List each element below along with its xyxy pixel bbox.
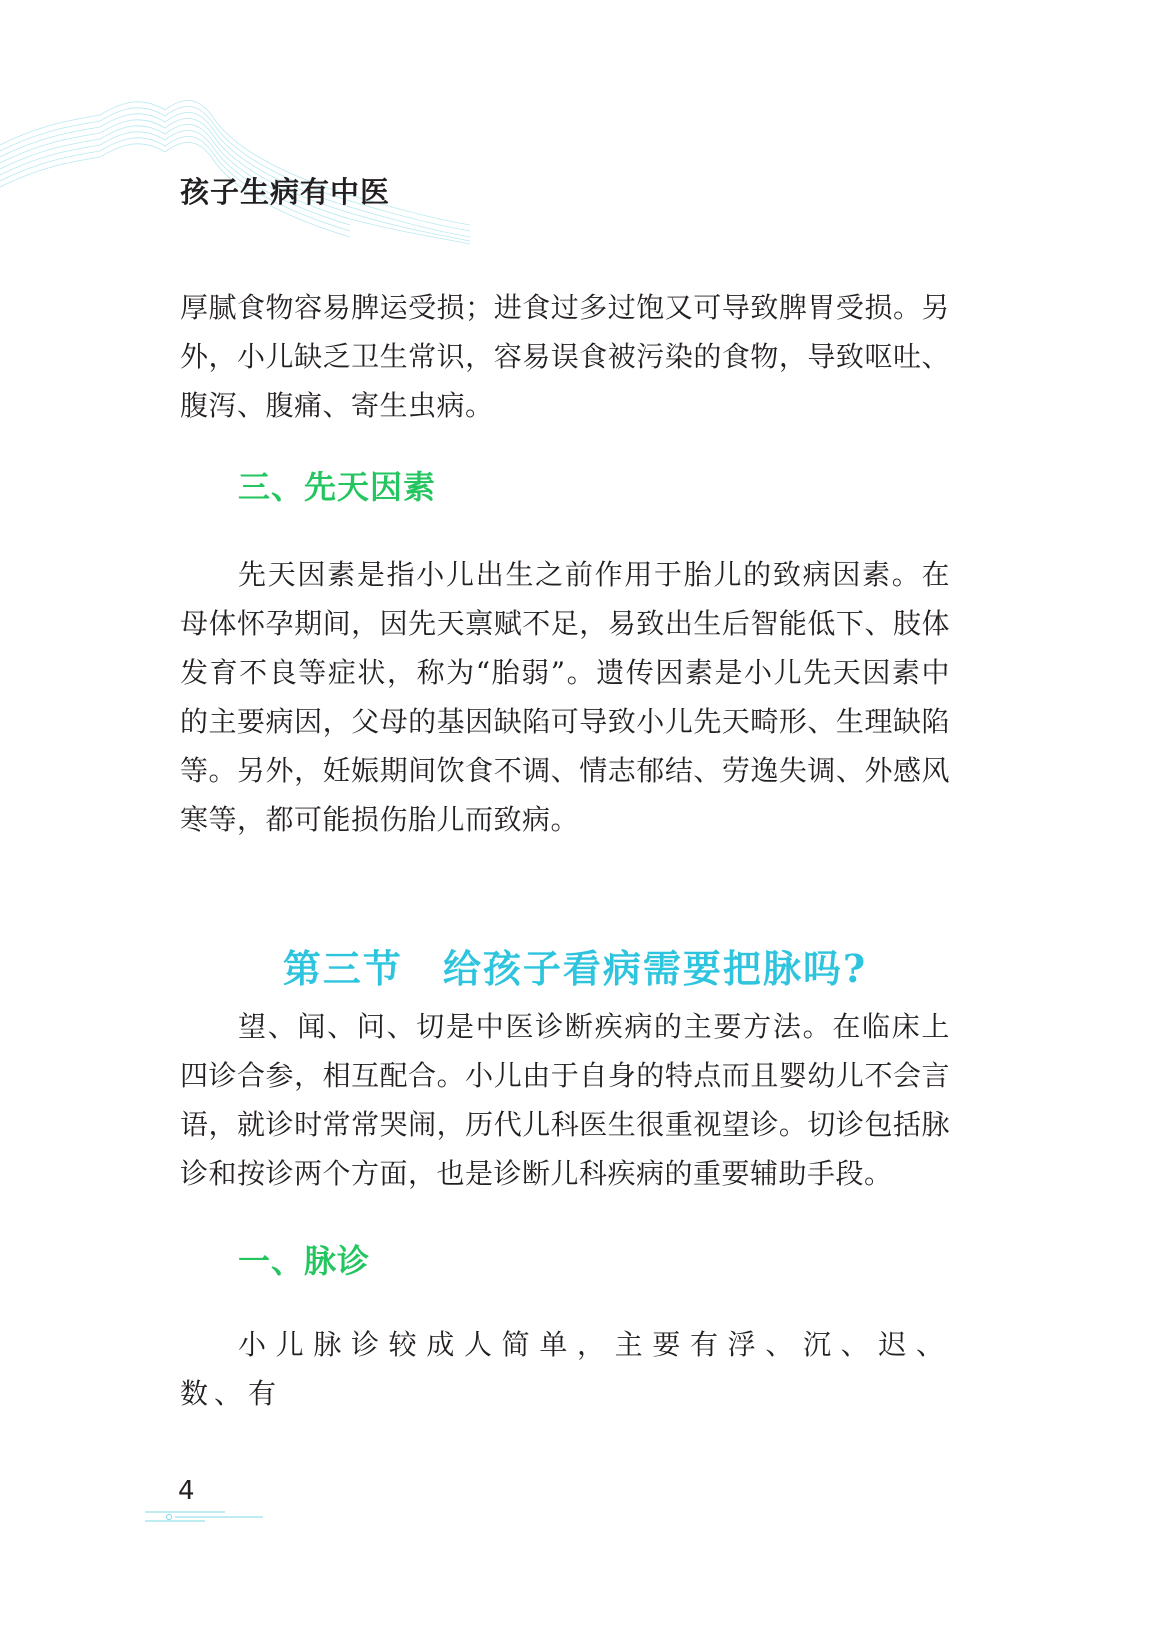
mountain-wave-decoration (0, 85, 500, 245)
paragraph-3-block (180, 1002, 950, 1198)
subheading-pulse-diagnosis: 一、脉诊 (238, 1242, 371, 1280)
section-number: 第三节 (282, 946, 403, 991)
footer-line-decoration (145, 1508, 275, 1524)
running-header-title: 孩子生病有中医 (180, 175, 391, 209)
section-title (0, 938, 1150, 993)
paragraph-1: 厚腻食物容易脾运受损；进食过多过饱又可导致脾胃受损。另外，小儿缺乏卫生常识，容易误食被污染的食物，导致呕吐、腹泻、腹痛、寄生虫病。 (180, 291, 950, 422)
paragraph-2: 先天因素是指小儿出生之前作用于胎儿的致病因素。在母体怀孕期间，因先天禀赋不足，易致出生后智能低下、肢体发育不良等症状，称为“胎弱”。遗传因素是小儿先天因素中的主要病因，父母的基因缺陷可导致小儿先天畸形、生理缺陷等。另外，妊娠期间饮食不调、情志郁结、劳逸失调、外感风寒等，都可能损伤胎儿而致病。 (180, 558, 950, 836)
subheading-congenital-factors: 三、先天因素 (238, 468, 437, 506)
paragraph-3: 望、闻、问、切是中医诊断疾病的主要方法。在临床上四诊合参，相互配合。小儿由于自身的特点而且婴幼儿不会言语，就诊时常常哭闹，历代儿科医生很重视望诊。切诊包括脉诊和按诊两个方面，也是诊断儿科疾病的重要辅助手段。 (180, 1010, 950, 1190)
paragraph-2-block (180, 550, 950, 844)
paragraph-4-block (180, 1320, 950, 1418)
paragraph-4: 小儿脉诊较成人简单，主要有浮、沉、迟、数、有 (180, 1328, 950, 1410)
page-number: 4 (178, 1476, 195, 1506)
paragraph-1-block (180, 283, 950, 430)
section-title-text: 给孩子看病需要把脉吗? (442, 946, 868, 991)
